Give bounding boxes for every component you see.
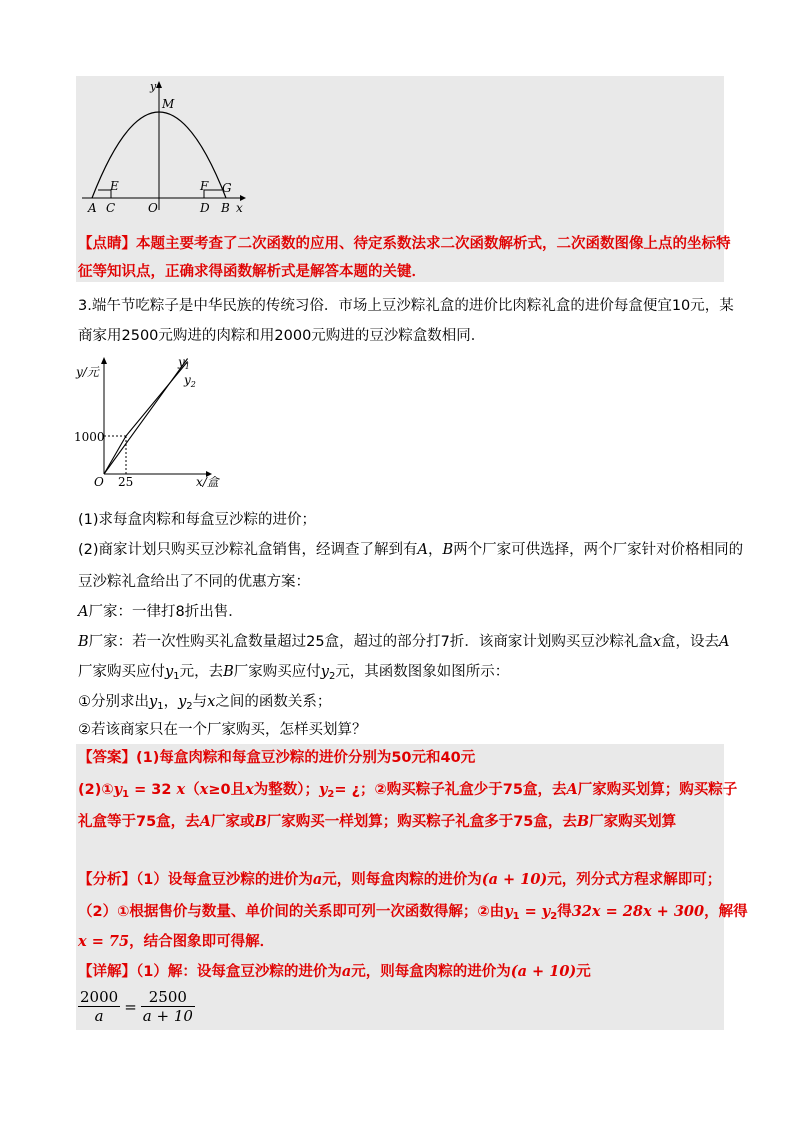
y-tick-1000: 1000	[74, 430, 105, 444]
problem-line-1: 3.端午节吃粽子是中华民族的传统习俗．市场上豆沙粽礼盒的进价比肉粽礼盒的进价每盒便宜10元，某	[78, 298, 734, 314]
analysis-line-1: 【分析】（1）设每盒豆沙粽的进价为a元，则每盒肉粽的进价为(a + 10)元，列分式方程求解即可；	[78, 871, 722, 888]
answer-line-1: 【答案】(1)每盒肉粽和每盒豆沙粽的进价分别为50元和40元	[78, 750, 476, 766]
fraction-left: $\frac{2000}{a}$	[80, 988, 119, 1025]
analysis-line-3: x = 75，结合图象即可得解．	[78, 933, 275, 950]
label-E: E	[110, 179, 119, 193]
question-2-line-2: 豆沙粽礼盒给出了不同的优惠方案：	[78, 574, 310, 590]
label-M: M	[162, 97, 175, 111]
factory-a-text: A厂家：一律打8折出售．	[78, 604, 243, 620]
dianjing-line-1: 【点睛】本题主要考查了二次函数的应用、待定系数法求二次函数解析式，二次函数图像上点的坐标特	[78, 236, 731, 252]
factory-b-text: B厂家：若一次性购买礼盒数量超过25盒，超过的部分打7折．该商家计划购买豆沙粽礼盒x盒，设去A	[78, 634, 730, 650]
answer-line-3: 礼盒等于75盒，去A厂家或B厂家购买一样划算；购买粽子礼盒多于75盒，去B厂家购买划算	[78, 813, 677, 830]
label-G: G	[222, 181, 232, 195]
dianjing-line-2: 征等知识点，正确求得函数解析式是解答本题的关键．	[78, 264, 426, 280]
line-chart	[74, 352, 244, 492]
x-tick-25: 25	[118, 475, 134, 489]
sub-question-2: ②若该商家只在一个厂家购买，怎样买划算？	[78, 722, 367, 738]
question-1: (1)求每盒肉粽和每盒豆沙粽的进价；	[78, 512, 317, 528]
chart-y-axis-label: y/元	[76, 365, 99, 379]
x-axis-label: x	[236, 201, 243, 215]
analysis-line-2: （2）①根据售价与数量、单价间的关系即可列一次函数得解；②由$y_1 = y_2$得32x = 28x + 300，解得	[78, 903, 748, 922]
label-D: D	[200, 201, 210, 215]
detail-line-1: 【详解】（1）解：设每盒豆沙粽的进价为a元，则每盒肉粽的进价为(a + 10)元	[78, 963, 591, 980]
y-axis-label: y	[150, 80, 157, 93]
series2-label: $y_2$	[184, 373, 196, 389]
label-O: O	[148, 201, 158, 215]
fraction-right: $\frac{2500}{a + 10}$	[142, 988, 193, 1025]
label-F: F	[200, 179, 209, 193]
parabola-figure	[78, 78, 258, 218]
question-2-line-1: (2)商家计划只购买豆沙粽礼盒销售，经调查了解到有A，B两个厂家可供选择，两个厂家针对价格相同的	[78, 542, 744, 558]
question-2-line-5: 厂家购买应付$y_1$元，去B厂家购买应付$y_2$元，其函数图象如图所示：	[78, 664, 510, 682]
fraction-equation: $\frac{2000}{a}$ = $\frac{2500}{a + 10}$	[80, 988, 193, 1025]
chart-origin-label: O	[94, 475, 104, 489]
problem-line-2: 商家用2500元购进的肉粽和用2000元购进的豆沙粽盒数相同．	[78, 328, 486, 344]
series1-label: $y_1$	[178, 355, 190, 371]
label-A: A	[88, 201, 97, 215]
answer-line-2: $(2)①y_1 = 32$ x（x≥0且x为整数）；$y_2=$ ¿；②购买粽子礼盒少于75盒，去A厂家购买划算；购买粽子	[78, 781, 738, 800]
sub-question-1: ①分别求出$y_1$，$y_2$与x之间的函数关系；	[78, 694, 332, 712]
label-B: B	[221, 201, 230, 215]
chart-x-axis-label: x/盒	[196, 475, 219, 489]
label-C: C	[106, 201, 116, 215]
